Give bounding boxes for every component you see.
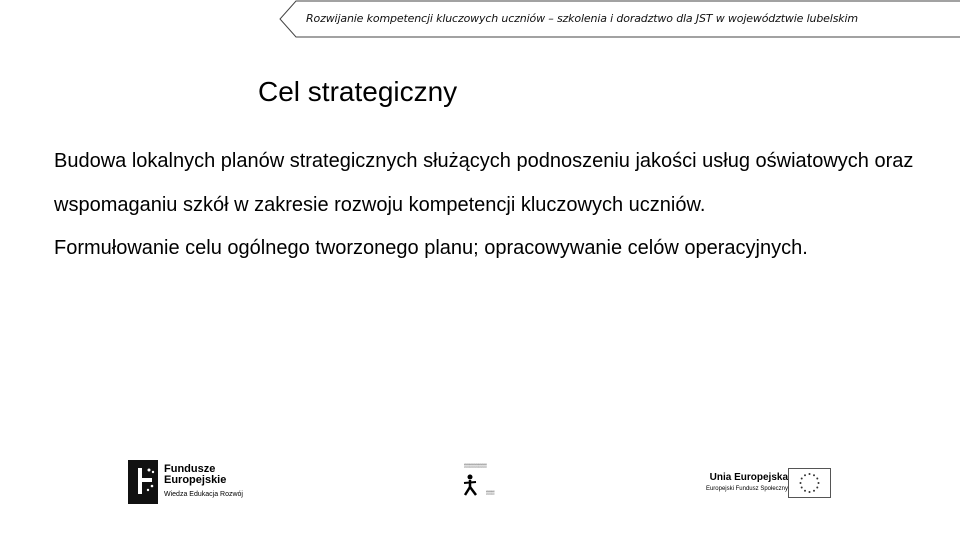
fundusze-europejskie-logo: [128, 460, 268, 506]
partner-logo-text: ▒▒▒▒▒▒▒▒: [464, 463, 487, 468]
paragraph-tasks: Formułowanie celu ogólnego tworzonego planu; opracowywanie celów operacyjnych.: [54, 237, 808, 259]
fe-line1: Fundusze: [164, 463, 216, 475]
eu-logo: [686, 466, 836, 500]
partner-logo-subtext: ▒▒▒: [486, 490, 495, 495]
fe-line2: Europejskie: [164, 474, 227, 486]
fe-line3: Wiedza Edukacja Rozwój: [164, 491, 243, 498]
eu-flag-icon: [788, 468, 831, 498]
walking-figure-icon: [462, 474, 480, 496]
fundusze-europejskie-mark-icon: [128, 460, 158, 504]
partner-logo: [462, 464, 506, 498]
paragraph-goal: Budowa lokalnych planów strategicznych służących podnoszeniu jakości usług oświatowych oraz wspomaganiu szkół w zakresie rozwoju kompetencji kluczowych uczniów.: [54, 150, 914, 216]
eu-fund: Europejski Fundusz Społeczny: [705, 486, 788, 492]
header-banner: [278, 0, 960, 38]
fundusze-europejskie-text: [164, 464, 243, 500]
eu-stars-icon: [789, 469, 830, 497]
slide-body: [54, 140, 914, 271]
slide-title: Cel strategiczny: [258, 76, 458, 107]
eu-name: Unia Europejska: [709, 472, 788, 483]
header-title: Rozwijanie kompetencji kluczowych uczniów – szkolenia i doradztwo dla JST w województwie lubelskim: [306, 12, 858, 25]
